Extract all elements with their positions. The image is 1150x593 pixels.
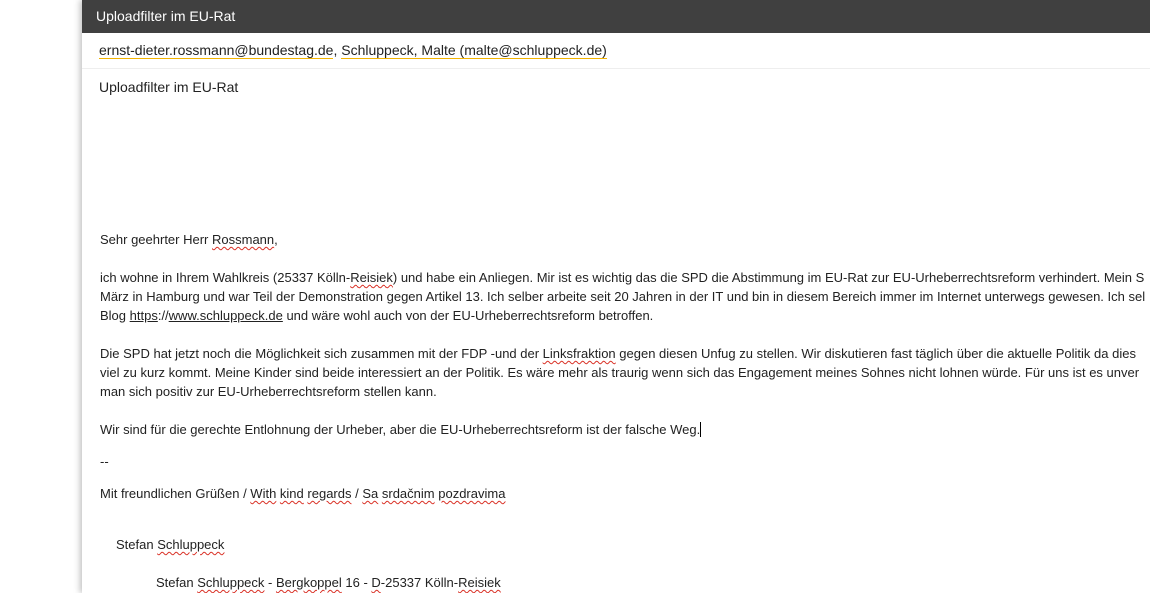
blog-link-scheme[interactable]: https [129,308,158,323]
paragraph-2-line-3: man sich positiv zur EU-Urheberrechtsreform stellen kann. [100,384,437,399]
closing: Mit freundlichen Grüßen / With kind regards / Sa srdačnim pozdravima [100,486,506,501]
subject-text: Uploadfilter im EU-Rat [99,79,239,95]
subject-field[interactable] [82,69,1150,105]
signature-name: Stefan Schluppeck [116,537,225,552]
left-gutter [0,0,82,593]
paragraph-1-line-3: Blog https://www.schluppeck.de und wäre wohl auch von der EU-Urheberrechtsreform betroffen. [100,308,654,323]
paragraph-2-line-1: Die SPD hat jetzt noch die Möglichkeit sich zusammen mit der FDP -und der Linksfraktion gegen diesen Unfug zu stellen. Wir diskutieren fast täglich über die aktuelle Politik da dies [100,346,1136,361]
compose-title-bar[interactable] [82,0,1150,33]
compose-title: Uploadfilter im EU-Rat [96,8,236,24]
message-body[interactable] [100,230,1150,592]
signature-address: Stefan Schluppeck - Bergkoppel 16 - D-25337 Kölln-Reisiek [156,575,501,590]
paragraph-3: Wir sind für die gerechte Entlohnung der Urheber, aber die EU-Urheberrechtsreform ist der falsche Weg. [100,422,701,437]
recipient-chip-1[interactable]: ernst-dieter.rossmann@bundestag.de [99,42,334,58]
paragraph-1-line-1: ich wohne in Ihrem Wahlkreis (25337 Kölln-Reisiek) und habe ein Anliegen. Mir ist es wichtig das die SPD die Abstimmung im EU-Rat zur EU-Urheberrechtsreform verhindert. Mein S [100,270,1145,285]
recipient-chip-2[interactable]: Schluppeck, Malte (malte@schluppeck.de) [341,42,607,58]
recipient-separator: , [333,42,342,58]
greeting: Sehr geehrter Herr Rossmann, [100,232,278,247]
signature-separator: -- [100,454,109,469]
paragraph-2-line-2: viel zu kurz kommt. Meine Kinder sind beide interessiert an der Politik. Es wäre mehr als traurig wenn sich das Engagement meines Sohnes nicht lohnen würde. Für uns ist es unver [100,365,1140,380]
text-cursor [700,422,701,437]
paragraph-1-line-2: März in Hamburg und war Teil der Demonstration gegen Artikel 13. Ich selber arbeite seit 20 Jahren in der IT und bin in diesem Bereich immer im Internet unterwegs gewesen. Ich sel [100,289,1146,304]
blog-link[interactable]: www.schluppeck.de [168,308,283,323]
recipients-field[interactable] [82,33,1150,69]
